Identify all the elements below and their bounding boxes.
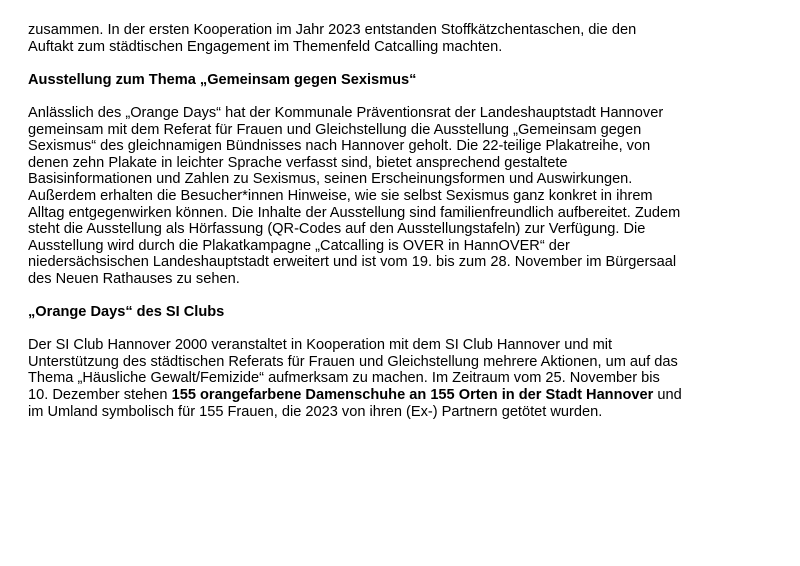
paragraph-spacer <box>28 288 798 305</box>
orange-days-text-end: und im Umland symbolisch für 155 Frauen, die 2023 von ihren (Ex-) Partnern getötet wurden. <box>28 387 682 420</box>
orange-days-text-start: Der SI Club Hannover 2000 veranstaltet in Kooperation mit dem SI Club Hannover und mit Unterstützung des städtischen Referats für Frauen und Gleichstellung mehrere Aktionen, um auf das Thema „Häusliche Gewalt/Femizide“ aufmerksam zu machen. Im Zeitraum vom 25. November bis 10. Dezember stehen <box>28 337 678 404</box>
paragraph-spacer <box>28 88 798 105</box>
paragraph-spacer <box>28 55 798 72</box>
exhibition-paragraph: Anlässlich des „Orange Days“ hat der Kommunale Präventionsrat der Landeshauptstadt Hannover gemeinsam mit dem Referat für Frauen und Gleichstellung die Ausstellung „Gemeinsam gegen Sexismus“ des gleichnamigen Bündnisses nach Hannover geholt. Die 22-teilige Plakatreihe, von denen zehn Plakate in leichter Sprache verfasst sind, bietet ansprechend gestaltete Basisinformationen und Zahlen zu Sexismus, seinen Erscheinungsformen und Auswirkungen. Außerdem erhalten die Besucher*innen Hinweise, wie sie selbst Sexismus ganz konkret in ihrem Alltag entgegenwirken können. Die Inhalte der Ausstellung sind familienfreundlich aufbereitet. Zudem steht die Ausstellung als Hörfassung (QR-Codes auf den Ausstellungstafeln) zur Verfügung. Die Ausstellung wird durch die Plakatkampagne „Catcalling is OVER in HannOVER“ der niedersächsischen Landeshauptstadt erweitert und ist vom 19. bis zum 28. November im Bürgersaal des Neuen Rathauses zu sehen. <box>28 104 681 287</box>
paragraph-spacer <box>28 321 798 338</box>
orange-days-highlight: 155 orangefarbene Damenschuhe an 155 Orten in der Stadt Hannover <box>171 387 654 404</box>
exhibition-heading: Ausstellung zum Thema „Gemeinsam gegen Sexismus“ <box>28 71 417 88</box>
intro-paragraph: zusammen. In der ersten Kooperation im Jahr 2023 entstanden Stoffkätzchentaschen, die den Auftakt zum städtischen Engagement im Themenfeld Catcalling machten. <box>28 22 637 55</box>
orange-days-heading: „Orange Days“ des SI Clubs <box>28 304 225 321</box>
orange-days-paragraph <box>28 337 798 420</box>
document-page <box>28 22 798 420</box>
